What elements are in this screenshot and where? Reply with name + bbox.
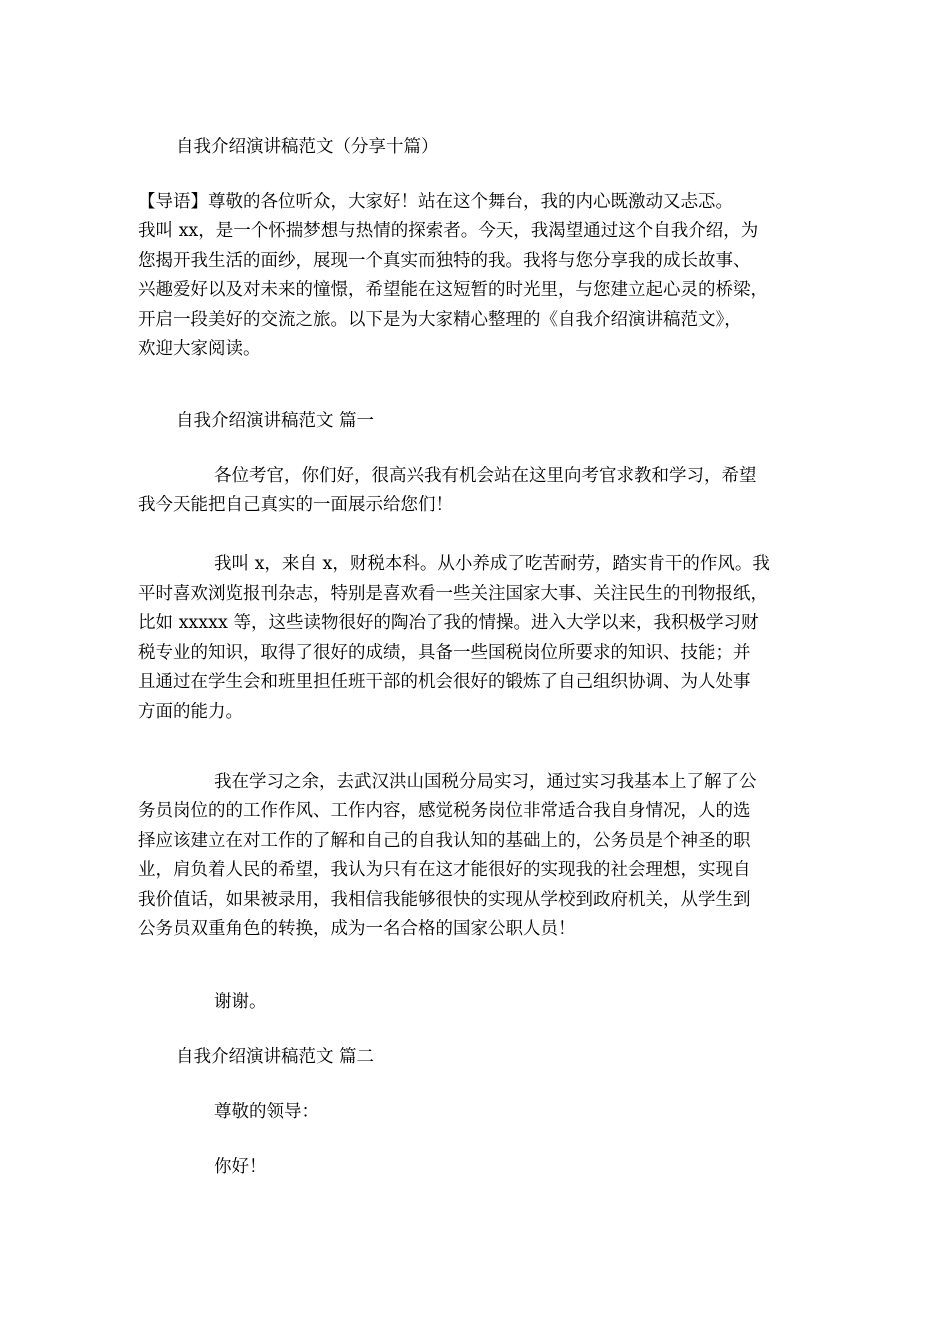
section-heading-2: 自我介绍演讲稿范文 篇二: [176, 1047, 375, 1067]
paragraph-line: 我价值话，如果被录用，我相信我能够很快的实现从学校到政府机关，从学生到: [138, 890, 751, 910]
paragraph-line: 务员岗位的的工作作风、工作内容，感觉税务岗位非常适合我自身情况，人的选: [138, 801, 751, 821]
paragraph-line: 且通过在学生会和班里担任班干部的机会很好的锻炼了自己组织协调、为人处事: [138, 672, 751, 692]
thanks-line: 谢谢。: [214, 992, 267, 1012]
document-title: 自我介绍演讲稿范文（分享十篇）: [176, 137, 439, 157]
paragraph-line: 公务员双重角色的转换，成为一名合格的国家公职人员！: [138, 919, 576, 939]
paragraph-line: 各位考官，你们好，很高兴我有机会站在这里向考官求教和学习，希望: [214, 466, 757, 486]
paragraph-line: 平时喜欢浏览报刊杂志，特别是喜欢看一些关注国家大事、关注民生的刊物报纸，: [138, 584, 768, 604]
paragraph-line: 我在学习之余，去武汉洪山国税分局实习，通过实习我基本上了解了公: [214, 772, 757, 792]
paragraph-line: 择应该建立在对工作的了解和自己的自我认知的基础上的，公务员是个神圣的职: [138, 831, 751, 851]
intro-line: 欢迎大家阅读。: [138, 339, 261, 359]
intro-line: 我叫 xx，是一个怀揣梦想与热情的探索者。今天，我渴望通过这个自我介绍，为: [138, 221, 759, 241]
paragraph-line: 方面的能力。: [138, 702, 243, 722]
salutation-line: 尊敬的领导：: [214, 1102, 319, 1122]
intro-line: 兴趣爱好以及对未来的憧憬，希望能在这短暂的时光里，与您建立起心灵的桥梁，: [138, 280, 768, 300]
paragraph-line: 业，肩负着人民的希望，我认为只有在这才能很好的实现我的社会理想，实现自: [138, 860, 751, 880]
paragraph-line: 我今天能把自己真实的一面展示给您们！: [138, 495, 453, 515]
section-heading-1: 自我介绍演讲稿范文 篇一: [176, 411, 375, 431]
paragraph-line: 比如 xxxxx 等，这些读物很好的陶冶了我的情操。进入大学以来，我积极学习财: [138, 613, 759, 633]
intro-line: 【导语】尊敬的各位听众，大家好！站在这个舞台，我的内心既激动又忐忑。: [138, 192, 733, 212]
greeting-line: 你好！: [214, 1157, 267, 1177]
paragraph-line: 我叫 x，来自 x，财税本科。从小养成了吃苦耐劳，踏实肯干的作风。我: [214, 554, 770, 574]
paragraph-line: 税专业的知识，取得了很好的成绩，具备一些国税岗位所要求的知识、技能；并: [138, 643, 751, 663]
intro-line: 开启一段美好的交流之旅。以下是为大家精心整理的《自我介绍演讲稿范文》，: [138, 310, 742, 330]
intro-line: 您揭开我生活的面纱，展现一个真实而独特的我。我将与您分享我的成长故事、: [138, 251, 751, 271]
